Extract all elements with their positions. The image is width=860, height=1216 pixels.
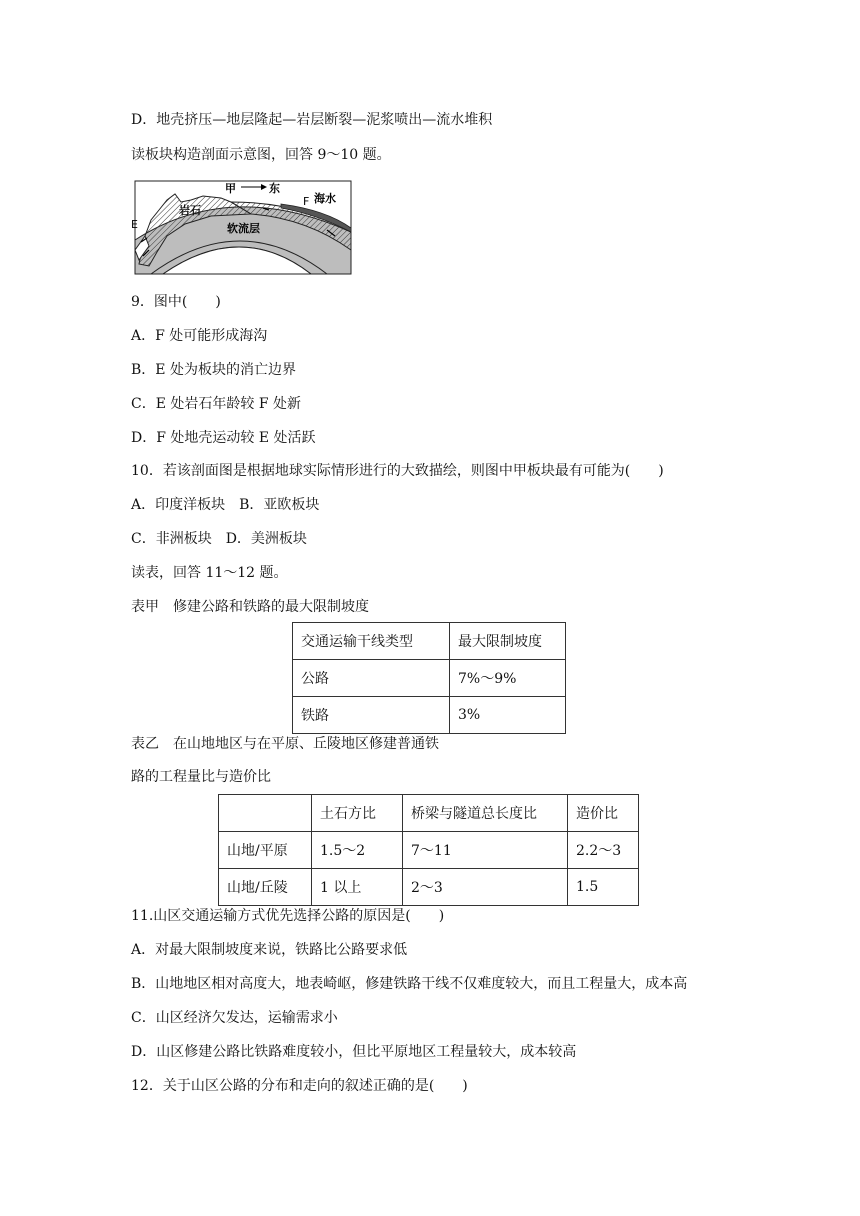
table-cell: 2～3: [403, 869, 568, 906]
intro-11-12: 读表，回答 11～12 题。: [131, 565, 288, 581]
table-cell: 山地/平原: [219, 832, 312, 869]
plate-section-diagram: [131, 180, 355, 276]
q8-option-d: D．地壳挤压—地层隆起—岩层断裂—泥浆喷出—流水堆积: [131, 112, 493, 128]
table2-caption-line2: 路的工程量比与造价比: [131, 769, 271, 785]
table-cell: 山地/丘陵: [219, 869, 312, 906]
table-header-cell: 交通运输干线类型: [293, 623, 450, 660]
q9-option-a: A．F 处可能形成海沟: [131, 328, 268, 344]
table-cell: 1.5: [568, 869, 639, 906]
table-header-cell: [219, 795, 312, 832]
table-cell: 7%～9%: [450, 660, 566, 697]
table-header-cell: 土石方比: [312, 795, 403, 832]
q12-stem: 12．关于山区公路的分布和走向的叙述正确的是( ): [131, 1078, 468, 1094]
q10-options-ab: A．印度洋板块 B．亚欧板块: [131, 497, 320, 513]
table-cell: 7～11: [403, 832, 568, 869]
label-f: F: [303, 195, 310, 208]
table-cell: 3%: [450, 697, 566, 734]
label-asthenosphere: 软流层: [227, 222, 260, 235]
q11-option-b: B．山地地区相对高度大，地表崎岖，修建铁路干线不仅难度较大，而且工程量大，成本高: [131, 976, 688, 992]
table-row: [219, 869, 639, 906]
table-cost-ratio: [218, 794, 639, 906]
q9-stem: 9．图中( ): [131, 294, 221, 310]
table-cell: 1 以上: [312, 869, 403, 906]
table-cell: 2.2～3: [568, 832, 639, 869]
table-header-cell: 最大限制坡度: [450, 623, 566, 660]
table-header-cell: 造价比: [568, 795, 639, 832]
q10-stem: 10．若该剖面图是根据地球实际情形进行的大致描绘，则图中甲板块最有可能为( ): [131, 463, 664, 479]
label-rock: 岩石: [179, 204, 201, 217]
table-row: [219, 795, 639, 832]
table-row: [219, 832, 639, 869]
q9-option-d: D．F 处地壳运动较 E 处活跃: [131, 430, 316, 446]
table1-caption: 表甲 修建公路和铁路的最大限制坡度: [131, 599, 369, 615]
q11-stem: 11.山区交通运输方式优先选择公路的原因是( ): [131, 908, 445, 924]
table-cell: 铁路: [293, 697, 450, 734]
table-row: [293, 623, 566, 660]
table-cell: 1.5～2: [312, 832, 403, 869]
intro-9-10: 读板块构造剖面示意图，回答 9～10 题。: [131, 147, 391, 163]
q11-option-c: C．山区经济欠发达，运输需求小: [131, 1010, 338, 1026]
label-seawater: 海水: [314, 192, 336, 205]
label-east: 东: [269, 182, 280, 195]
q10-options-cd: C．非洲板块 D．美洲板块: [131, 531, 307, 547]
table2-caption-line1: 表乙 在山地地区与在平原、丘陵地区修建普通铁: [131, 736, 439, 752]
q11-option-a: A．对最大限制坡度来说，铁路比公路要求低: [131, 942, 408, 958]
table-header-cell: 桥梁与隧道总长度比: [403, 795, 568, 832]
label-e: E: [131, 218, 138, 231]
table-max-gradient: [292, 622, 566, 734]
table-row: [293, 697, 566, 734]
table-cell: 公路: [293, 660, 450, 697]
table-row: [293, 660, 566, 697]
label-jia: 甲: [225, 182, 236, 195]
q11-option-d: D．山区修建公路比铁路难度较小，但比平原地区工程量较大，成本较高: [131, 1044, 577, 1060]
q9-option-b: B．E 处为板块的消亡边界: [131, 362, 296, 378]
q9-option-c: C．E 处岩石年龄较 F 处新: [131, 396, 301, 412]
